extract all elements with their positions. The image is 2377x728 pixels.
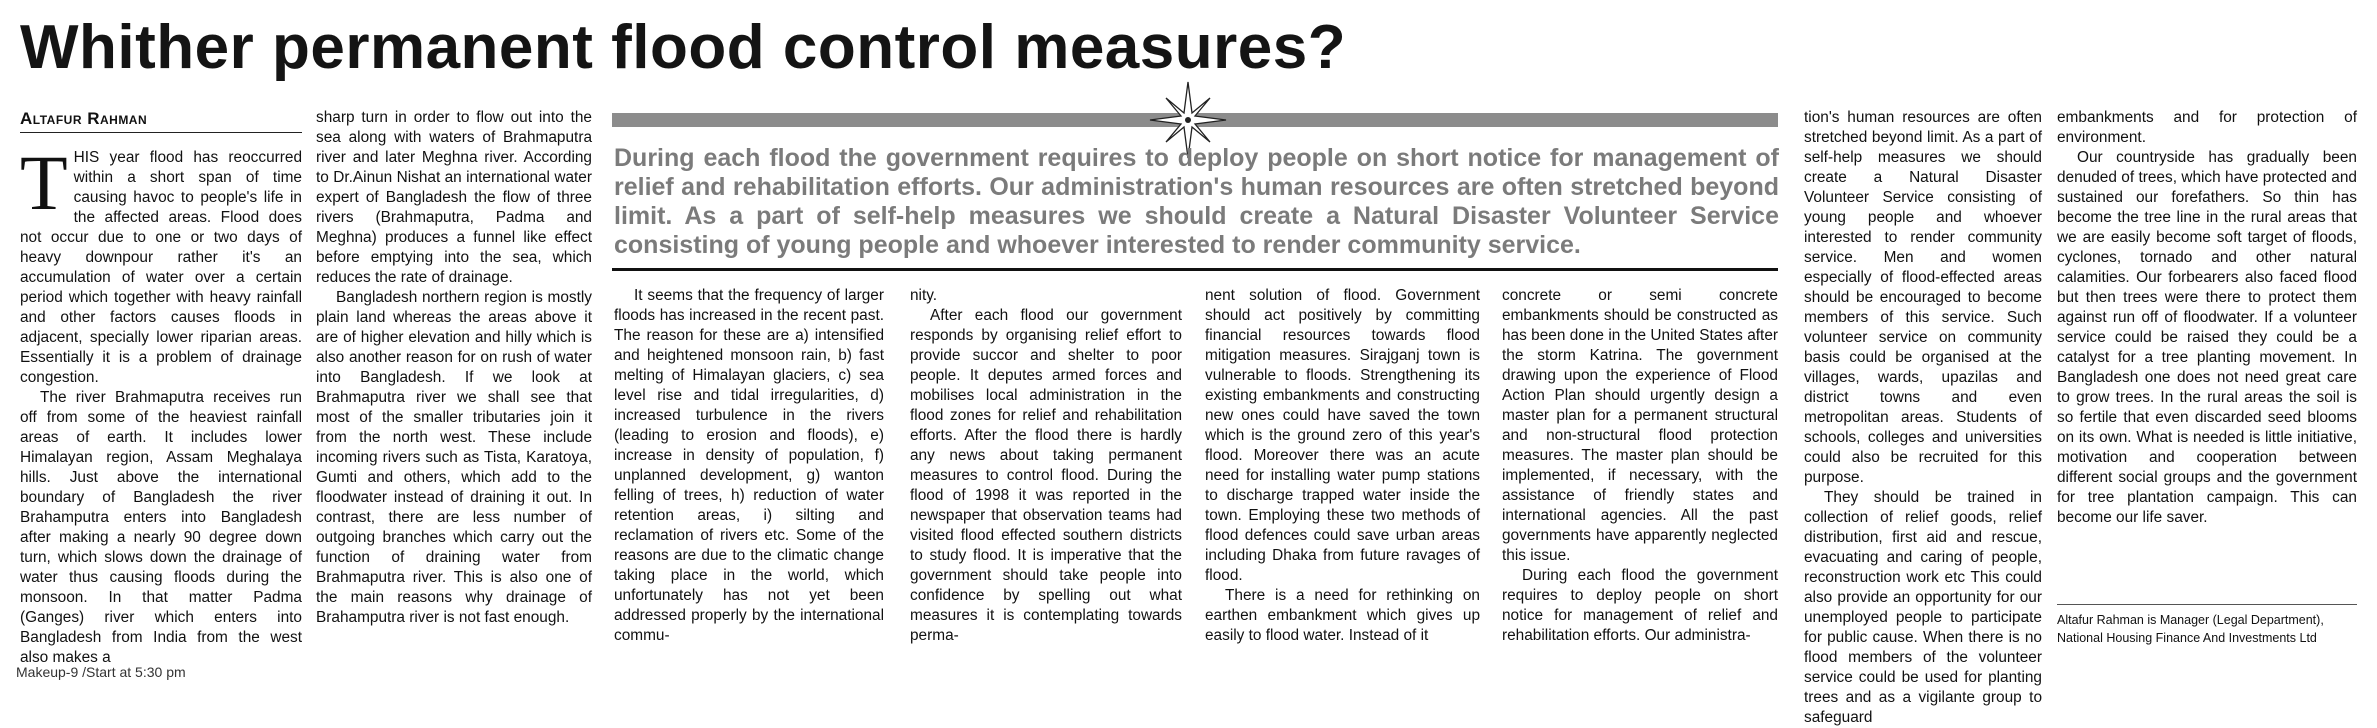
author-footnote-line-2: National Housing Finance And Investments Ltd: [2057, 631, 2317, 645]
column-3-paragraph-1: It seems that the frequency of larger floods has increased in the recent past. The reason for these are a) intensified and heightened monsoon rain, b) fast melting of Himalayan glaciers, c) sea level rise and tidal irregularities, d) increased turbulence in the rivers (leading to erosion and floods), e) increase in density of population, f) unplanned development, g) wanton felling of trees, h) reduction of water retention areas, i) silting and reclamation of rivers etc. Some of the reasons are due to the climatic change taking place in the world, which unfortunately has not yet been addressed properly by the international commu-: [614, 287, 884, 644]
article-column-1: [20, 139, 302, 666]
pull-quote-bottom-rule: [612, 268, 1778, 271]
author-footnote-line-1: Altafur Rahman is Manager (Legal Department),: [2057, 613, 2324, 627]
column-5-paragraph-2: There is a need for rethinking on earthen embankment which gives up easily to flood water. Instead of it: [1205, 587, 1480, 644]
column-7-paragraph-1: tion's human resources are often stretched beyond limit. As a part of self-help measures we should create a Natural Disaster Volunteer Service consisting of young people and whoever interested to render community service. Men and women especially of flood-effected areas should be encouraged to become members of this service. Such volunteer service on community basis could be organised at the villages, wards, upazilas and district towns and even metropolitan areas. Students of schools, colleges and universities could also be recruited for this purpose.: [1804, 109, 2042, 486]
column-6-paragraph-1: concrete or semi concrete embankments should be constructed as has been done in the United States after the storm Katrina. The government drawing upon the experience of Flood Action Plan should urgently design a master plan for a permanent structural and non-structural flood protection measures. The master plan should be implemented, if necessary, with the assistance of friendly states and international agencies. All the past governments have apparently neglected this issue.: [1502, 287, 1778, 564]
byline: Altafur Rahman: [20, 109, 302, 133]
column-1-paragraph-1-text: HIS year flood has reoccurred within a short span of time causing havoc to people's life in the affected areas. Flood does not occur due to one or two days of heavy downpour rather it's an accumulation of water over a certain period which together with heavy rainfall and other factors causes floods in adjacent, specially lower riparian areas. Essentially it is a problem of drainage congestion.: [20, 149, 302, 386]
column-1-paragraph-2: The river Brahmaputra receives run off from some of the heaviest rainfall areas of earth. It includes lower Himalayan region, Assam Meghalaya hills. Just above the international boundary of Bangladesh the river Brahamputra enters into Bangladesh after making a nearly 90 degree down turn, which slows down the drainage of water thus causing floods during the monsoon. In that matter Padma (Ganges) river which enters into Bangladesh from India from the west also makes a: [20, 389, 302, 666]
article-column-5: [1205, 286, 1480, 660]
column-1-paragraph-1: [20, 139, 302, 388]
makeup-slug: Makeup-9 /Start at 5:30 pm: [16, 664, 186, 680]
article-column-2: [316, 108, 592, 660]
column-7-paragraph-2: They should be trained in collection of relief goods, relief distribution, first aid and rescue, evacuating and caring of people, reconstruction work etc This could also provide an opportunity for our unemployed people to participate for public cause. When there is no flood members of the volunteer service could be used for planting trees and as a vigilante group to safeguard: [1804, 489, 2042, 726]
article-column-7: [1804, 108, 2042, 726]
drop-cap: T: [20, 139, 68, 226]
column-8-paragraph-1: embankments and for protection of environment.: [2057, 109, 2357, 146]
column-5-paragraph-1: nent solution of flood. Government should act positively by committing financial resources towards flood mitigation measures. Sirajganj town is vulnerable to floods. Strengthening its existing embankments and constructing new ones could have saved the town which is the ground zero of this year's flood. Moreover there was an acute need for installing water pump stations to discharge trapped water inside the town. Employing these two methods of flood defences could save urban areas including Dhaka from future ravages of flood.: [1205, 287, 1480, 584]
pull-quote: During each flood the government requires to deploy people on short notice for management of relief and rehabilitation efforts. Our administration's human resources are often stretched beyond limit. As a part of self-help measures we should create a Natural Disaster Volunteer Service consisting of young people and whoever interested to render community service.: [614, 144, 1779, 259]
column-2-paragraph-2: Bangladesh northern region is mostly plain land whereas the areas above it are of higher elevation and hilly which is also another reason for on rush of water into Bangladesh. If we look at Brahmaputra river we shall see that most of the smaller tributaries join it from the north west. These include incoming rivers such as Tista, Karatoya, Gumti and others, which add to the floodwater instead of draining it out. In contrast, there are less number of outgoing branches which carry out the function of draining water from Brahmaputra river. This is also one of the main reasons why drainage of Brahamputra river is not fast enough.: [316, 289, 592, 626]
column-8-paragraph-2: Our countryside has gradually been denuded of trees, which have protected and sustained our forefathers. So thin has become the tree line in the rural areas that we are easily become soft target of floods, cyclones, tornado and other natural calamities. Our forbearers also faced flood but then trees were there to protect them against run off of floodwater. If a volunteer service could be raised they could be a catalyst for a tree planting movement. In Bangladesh one does not need great care to grow trees. In the rural areas the soil is so fertile that even discarded seed blooms on its own. What is needed is little initiative, motivation and cooperation between different social groups and the government for tree plantation campaign. This can become our life saver.: [2057, 149, 2357, 526]
column-6-paragraph-2: During each flood the government requires to deploy people on short notice for management of relief and rehabilitation efforts. Our administra-: [1502, 567, 1778, 644]
article-column-8: [2057, 108, 2357, 598]
column-4-paragraph-2: After each flood our government responds by organising relief effort to provide succor and shelter to poor people. It deputes armed forces and mobilises local administration in the flood zones for relief and rehabilitation efforts. After the flood there is hardly any news about taking permanent measures to control flood. During the flood of 1998 it was reported in the newspaper that observation teams had visited flood effected southern districts to study flood. It is imperative that the government should take people into confidence by spelling out what measures it is contemplating towards perma-: [910, 307, 1182, 644]
headline: Whither permanent flood control measures?: [20, 13, 1347, 82]
article-column-3: [614, 286, 884, 660]
column-2-paragraph-1: sharp turn in order to flow out into the sea along with waters of Brahmaputra river and later Meghna river. According to Dr.Ainun Nishat an international water expert of Bangladesh the flow of three rivers (Brahmaputra, Padma and Meghna) produces a funnel like effect before emptying into the sea, which reduces the rate of drainage.: [316, 109, 592, 286]
column-4-paragraph-1: nity.: [910, 287, 938, 304]
article-column-4: [910, 286, 1182, 660]
author-footnote: [2057, 604, 2357, 647]
article-column-6: [1502, 286, 1778, 660]
